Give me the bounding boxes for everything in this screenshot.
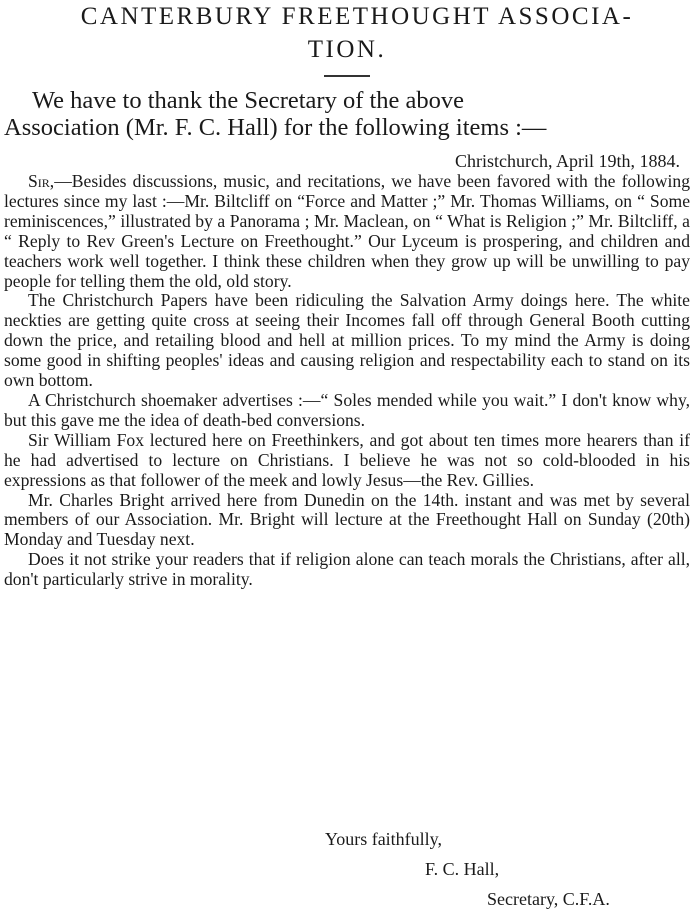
intro-paragraph [0, 87, 694, 141]
letter-paragraph-6: Does it not strike your readers that if religion alone can teach morals the Christians, after all, don't particularly strive in morality. [4, 549, 690, 590]
letter-salutation: Sir, [28, 171, 55, 191]
letter-signer-office: Secretary, C.F.A. [487, 889, 610, 909]
letter-body [0, 172, 694, 590]
article-title-line-2: TION. [307, 36, 387, 63]
letter-paragraph-1 [4, 172, 690, 291]
letter-signature: F. C. Hall, [425, 859, 500, 879]
article-title-line-1: CANTERBURY FREETHOUGHT ASSOCIA- [80, 3, 634, 30]
letter-dateline: Christchurch, April 19th, 1884. [455, 151, 680, 171]
intro-line-1: We have to thank the Secretary of the above [32, 87, 465, 114]
letter-paragraph-1-text: —Besides discussions, music, and recitations, we have been favored with the following lectures since my last :—Mr. Biltcliff on “Force and Matter ;” Mr. Thomas Williams, on “ Some reminiscences,” illustrated by a Panorama ; Mr. Maclean, on “ What is Religion ;” Mr. Biltcliff, a “ Reply to Rev Green's Lecture on Freethought.” Our Lyceum is prospering, and children and teachers work well together. I think these children when they grow up will be unwilling to pay people for telling them the old, old story. [4, 171, 690, 291]
letter-paragraph-5: Mr. Charles Bright arrived here from Dunedin on the 14th. instant and was met by several members of our Association. Mr. Bright will lecture at the Freethought Hall on Sunday (20th) Monday and Tuesday next. [4, 489, 690, 550]
letter-paragraph-4: Sir William Fox lectured here on Freethinkers, and got about ten times more hearers than if he had advertised to lecture on Christians. I believe he was not so cold-blooded in his expressions as that follower of the meek and lowly Jesus—the Rev. Gillies. [4, 429, 690, 490]
article-title [0, 0, 694, 66]
title-divider [324, 75, 370, 77]
letter-closing: Yours faithfully, [325, 829, 443, 849]
letter-paragraph-2: The Christchurch Papers have been ridiculing the Salvation Army doings here. The white neckties are getting quite cross at seeing their Incomes fall off through General Booth cutting down the price, and retailing blood and hell at million prices. To my mind the Army is doing some good in shifting peoples' ideas and causing religion and respectability each to stand on its own bottom. [4, 290, 690, 391]
letter-paragraph-3: A Christchurch shoemaker advertises :—“ Soles mended while you wait.” I don't know why, but this gave me the idea of death-bed conversions. [4, 389, 690, 430]
intro-line-2: Association (Mr. F. C. Hall) for the following items :— [4, 114, 547, 141]
